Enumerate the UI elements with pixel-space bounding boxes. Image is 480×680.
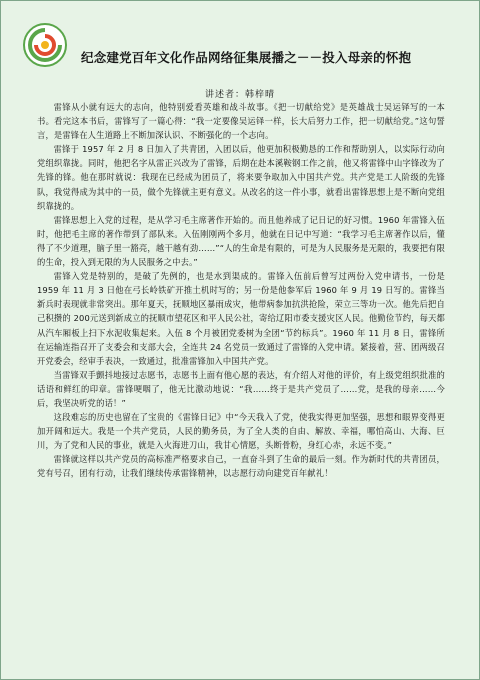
paragraph-6: 这段难忘的历史也留在了宝贵的《雷锋日记》中“今天我入了党，使我实得更加坚强，思想和眼界变得更加开阔和远大。我是一个共产党员，人民的勤务员，为了全人类的自由、解放、幸福，哪怕高山、大海、巨川，为了党和人民的事业，就是入火海进刀山，我甘心情愿，头断骨粉，身红心赤，永远不变。” (37, 412, 445, 451)
document-header (1, 1, 479, 91)
page-title: 纪念建党百年文化作品网络征集展播之－－投入母亲的怀抱 (81, 50, 412, 65)
paragraph-4: 雷锋入党是特别的，是破了先例的，也是水到渠成的。雷锋入伍前后曾写过两份入党申请书，一份是 1959 年 11 月 3 日他在弓长岭铁矿开推土机时写的；另一份是他参军后 1960 年 9 月 19 日写的。雷锋当新兵时表现就非常突出。那年夏天，抚顺地区暴雨成灾，他带病参加抗洪抢险，荣立三等功一次。他先后把自己积攒的 200元送到新成立的抚顺市望花区和平人民公社，寄给辽阳市委支援灾区人民。他勤俭节约，每天都从汽车厢板上扫下水泥收集起来。入伍 8 个月被团党委树为全团“节约标兵”。1960 年 11 月 8 日，雷锋所在运输连指召开了支委会和支部大会，全连共 24 名党员一致通过了雷锋的入党申请。紧接着，营、团两级召开党委会，经审手表决，一致通过，批准雷锋加入中国共产党。 (37, 271, 445, 366)
paragraph-5: 当雷锋双手颤抖地接过志愿书，志愿书上面有他心愿的表达，有介绍人对他的评价，有上级党组织批准的话语和鲜红的印章。雷锋哽咽了，他无比激动地说：“我……终于是共产党员了……党，是我的母亲……今后，我坚决听党的话！” (37, 369, 445, 408)
logo-icon (23, 23, 67, 67)
paragraph-2: 雷锋于 1957 年 2 月 8 日加入了共青团，入团以后，他更加积极勤恳的工作和帮助别人，以实际行动向党组织靠拢。同时，他把名字从雷正兴改为了雷锋，后期在赴本溪鞍钢工作之前，他又将雷锋中山字锋改为了先锋的锋。他在那时就说：我现在已经成为团员了，将来要争取加入中国共产党。共产党是工人阶级的先锋队，我觉得成为其中的一员，做个先锋就主更有意义。从改名的这一件小事，就看出雷锋思想上是不断向党组织靠拢的。 (37, 144, 445, 211)
logo-emblem (25, 25, 65, 65)
article-body (37, 100, 445, 481)
paragraph-7: 雷锋就这样以共产党员的高标准严格要求自己，一直奋斗到了生命的最后一刻。作为新时代的共青团员，党有号召，团有行动，让我们继续传承雷锋精神，以志愿行动向建党百年献礼！ (37, 454, 445, 479)
paragraph-3: 雷锋思想上入党的过程，是从学习毛主席著作开始的。而且他养成了记日记的好习惯。1960 年雷锋入伍时，他把毛主席的著作带到了部队来。入伍刚刚两个多月，他就在日记中写道：“我学习毛主席著作以后，懂得了不少道理，脑子里一豁亮，越干越有劲……”“人的生命是有限的，可是为人民服务是无限的，我要把有限的生命，投入到无限的为人民服务之中去。” (37, 214, 445, 268)
author-line: 讲述者：韩梓晴 (204, 90, 275, 100)
paragraph-1: 雷锋从小就有远大的志向，他特别爱看英雄和战斗故事。《把一切献给党》是英雄战士吴运铎写的一本书。看完这本书后，雷锋写了一篇心得：“我一定要像吴运铎一样，长大后努力工作，把一切献给党。”这句誓言，是雷锋在人生道路上不断加深认识、不断强化的一个志向。 (37, 102, 445, 141)
